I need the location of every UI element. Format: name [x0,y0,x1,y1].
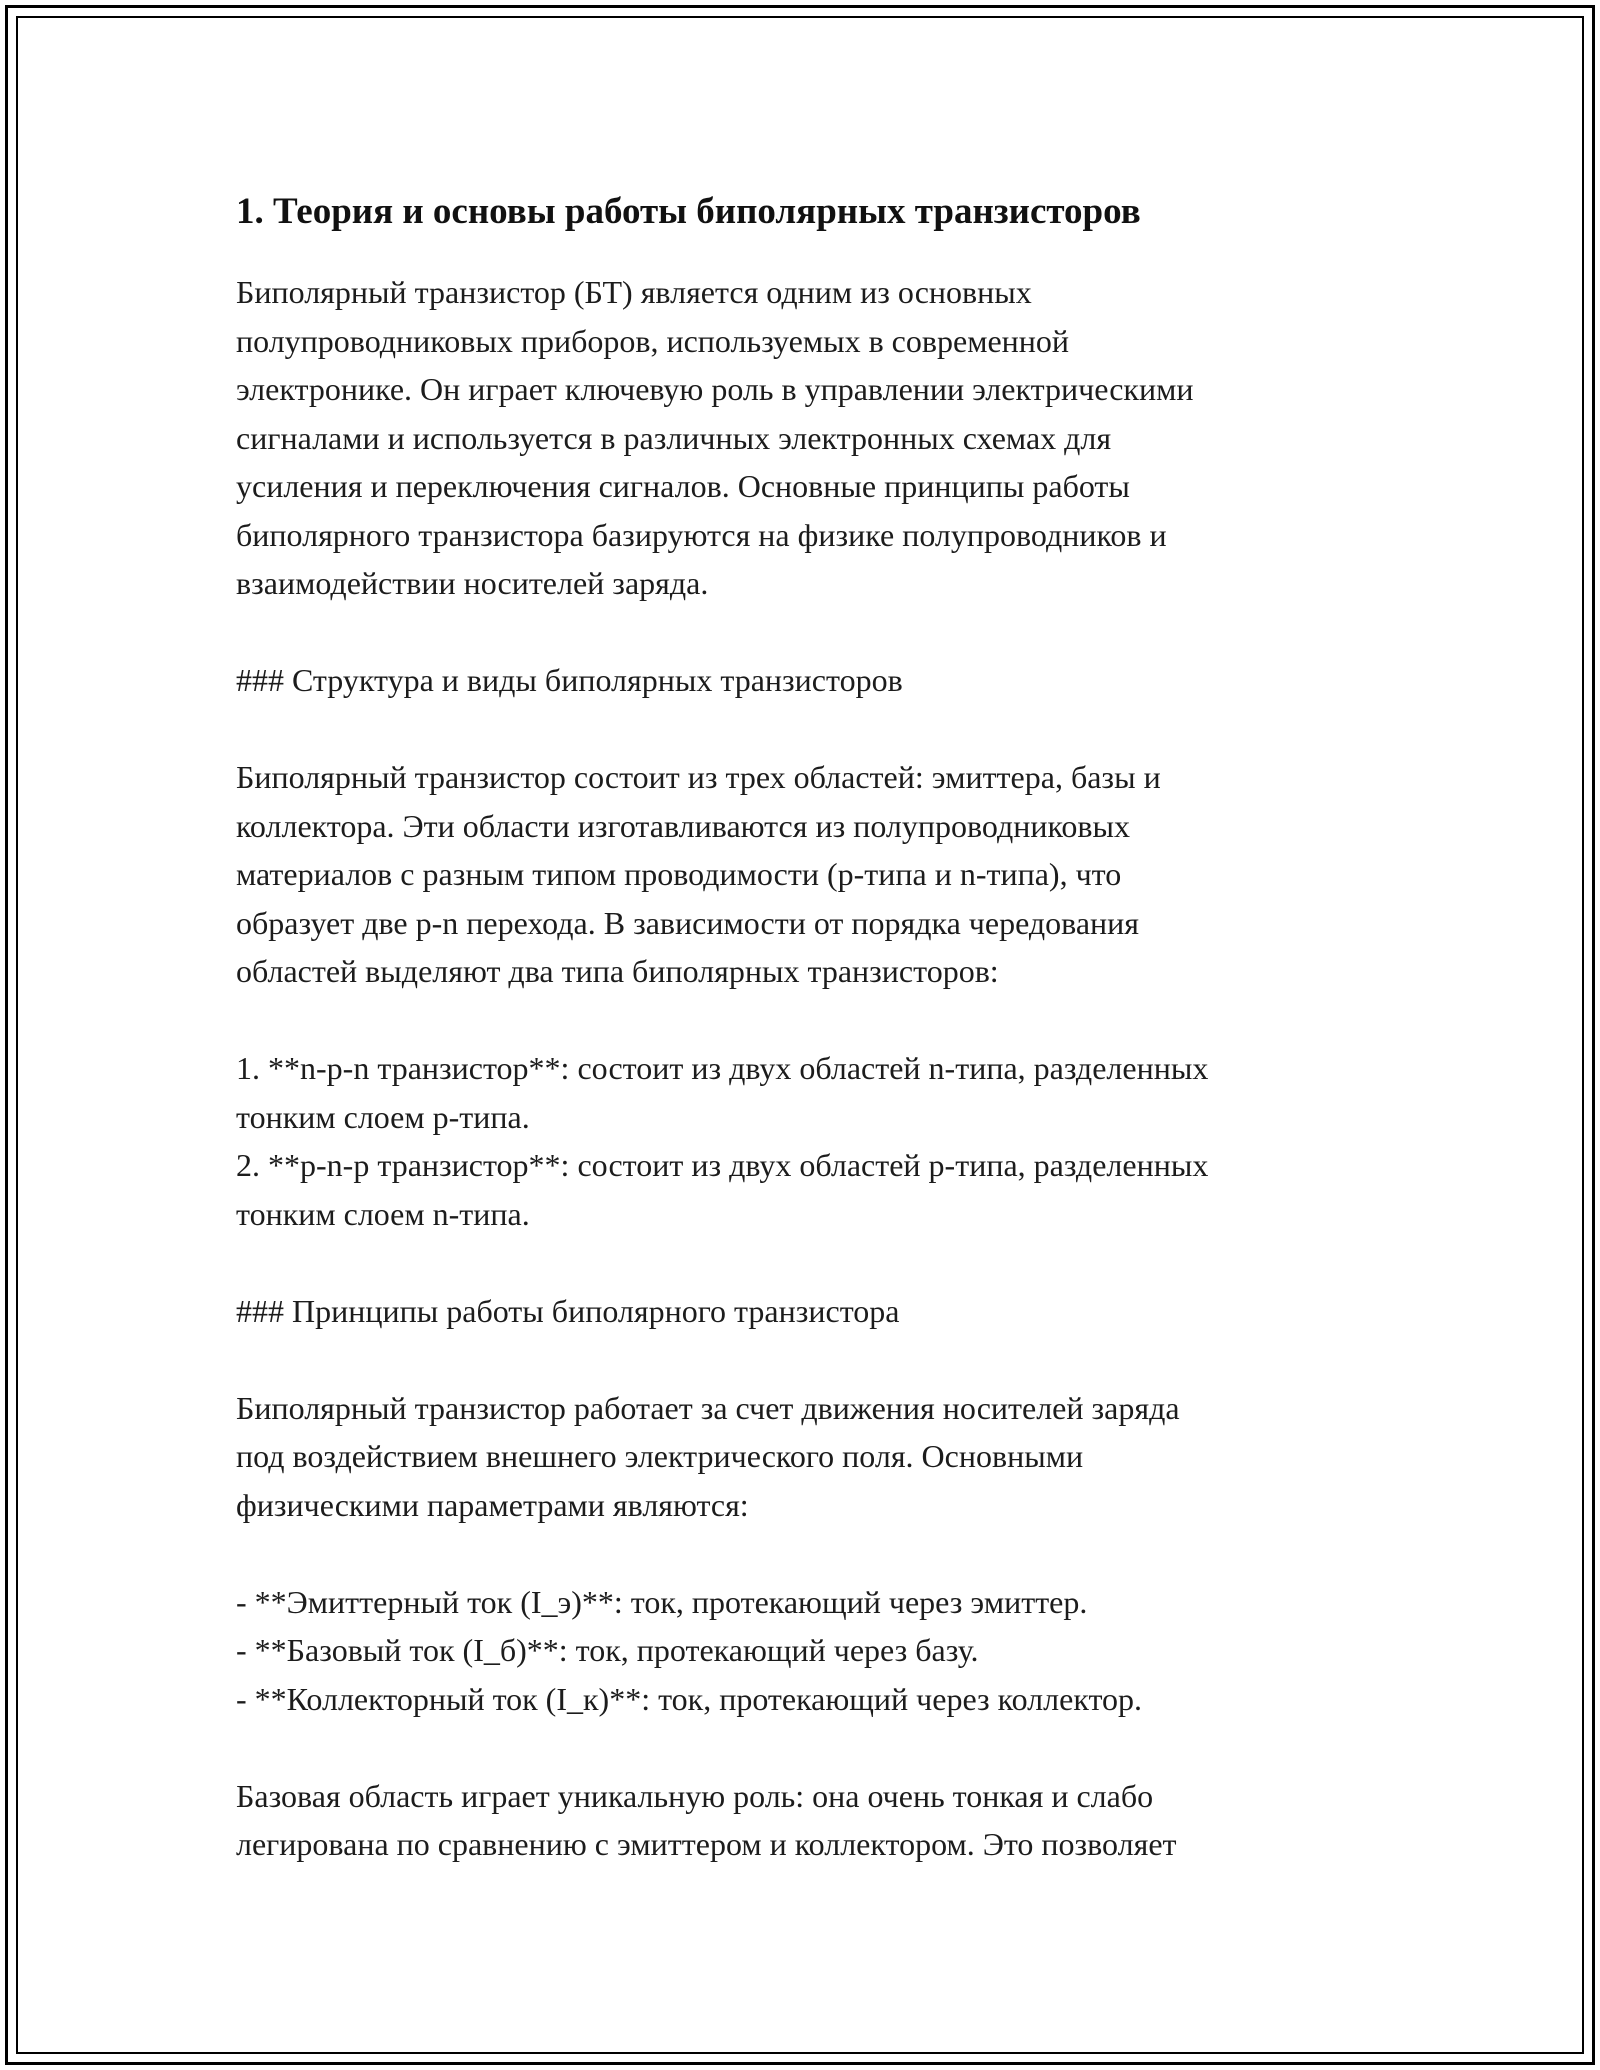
text-line: коллектора. Эти области изготавливаются из полупроводниковых [236,807,1131,844]
blank-line [236,1529,1376,1578]
blank-line [236,1723,1376,1772]
text-line: усиления и переключения сигналов. Основные принципы работы [236,468,1130,504]
bullet-item: - **Базовый ток (I_б)**: ток, протекающий через базу. [236,1632,979,1668]
text-line: материалов с разным типом проводимости (p-типа и n-типа), что [236,856,1122,892]
text-line: сигналами и используется в различных электронных схемах для [236,419,1112,456]
text-line: Базовая область играет уникальную роль: она очень тонкая и слабо [236,1777,1154,1814]
text-line: Биполярный транзистор (БТ) является одним из основных [236,274,1032,310]
blank-line [236,1335,1376,1384]
list-item-continuation: тонким слоем n-типа. [236,1195,530,1232]
text-line: легирована по сравнению с эмиттером и коллектором. Это позволяет [236,1826,1177,1862]
list-item-continuation: тонким слоем p-типа. [236,1098,530,1135]
text-line: образует две p-n перехода. В зависимости от порядка чередования [236,904,1140,941]
section-heading: ### Принципы работы биполярного транзистора [236,1292,900,1329]
text-line: биполярного транзистора базируются на физике полупроводников и [236,516,1167,553]
blank-line [236,1238,1376,1287]
blank-line [236,608,1376,657]
text-line: электронике. Он играет ключевую роль в управлении электрическими [236,371,1194,407]
text-line: взаимодействии носителей заряда. [236,565,709,601]
list-item: 2. **p-n-p транзистор**: состоит из двух областей p-типа, разделенных [236,1147,1209,1183]
text-line: под воздействием внешнего электрического поля. Основными [236,1438,1084,1474]
text-line: Биполярный транзистор состоит из трех областей: эмиттера, базы и [236,759,1161,795]
document-page [236,188,1376,1869]
text-line: Биполярный транзистор работает за счет движения носителей заряда [236,1389,1180,1426]
text-line: физическими параметрами являются: [236,1486,749,1523]
text-line: областей выделяют два типа биполярных транзисторов: [236,953,999,989]
blank-line [236,705,1376,754]
text-line: полупроводниковых приборов, используемых в современной [236,322,1070,359]
bullet-item: - **Эмиттерный ток (I_э)**: ток, протекающий через эмиттер. [236,1583,1088,1620]
section-heading: ### Структура и виды биполярных транзисторов [236,662,903,698]
document-title: 1. Теория и основы работы биполярных транзисторов [236,191,1141,232]
blank-line [236,996,1376,1045]
list-item: 1. **n-p-n транзистор**: состоит из двух областей n-типа, разделенных [236,1050,1209,1086]
bullet-item: - **Коллекторный ток (I_к)**: ток, протекающий через коллектор. [236,1680,1142,1717]
